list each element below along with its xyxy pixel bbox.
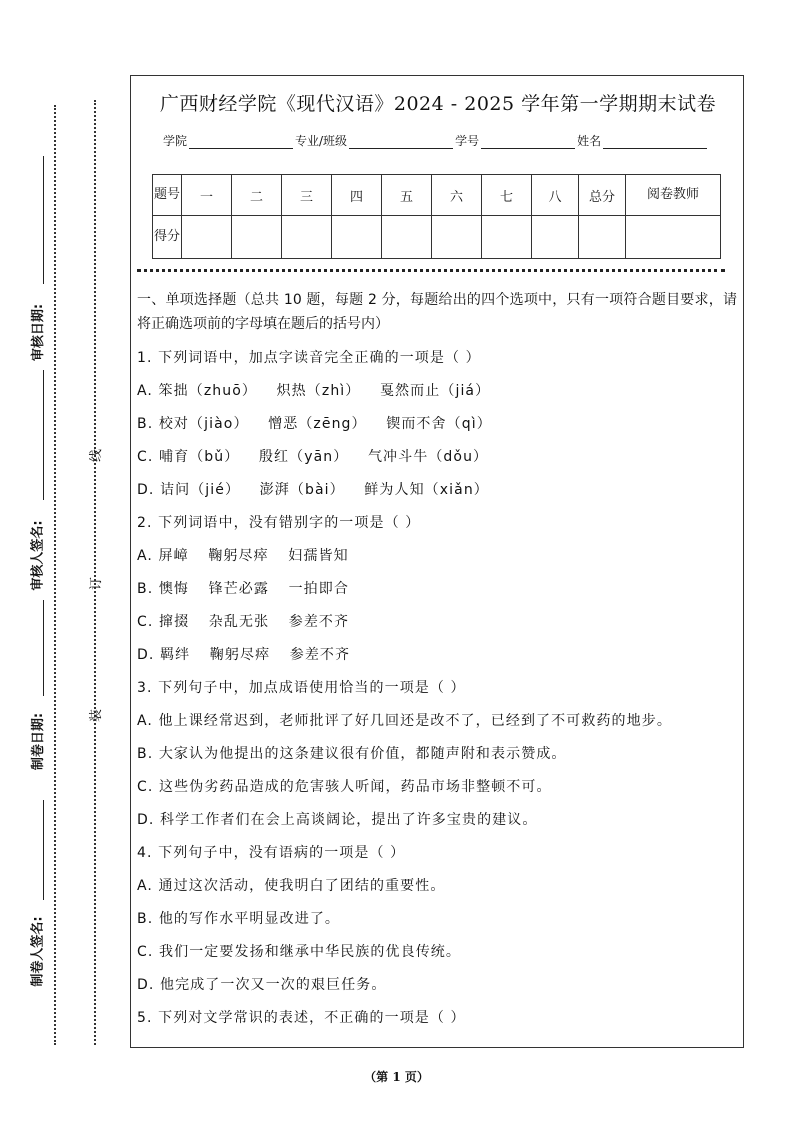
field-id-label: 学号 [455, 134, 480, 148]
section-heading: 一、单项选择题（总共 10 题，每题 2 分，每题给出的四个选项中，只有一项符合题目要求，请将正确选项前的字母填在题后的括号内） [137, 292, 737, 332]
option-label: D. [137, 647, 155, 663]
option-label: A. [137, 878, 153, 894]
col-header: 八 [532, 175, 579, 216]
score-cell[interactable] [626, 216, 721, 259]
option-label: C. [137, 944, 154, 960]
score-table-score-row [153, 216, 721, 259]
question-stem: 1. 下列词语中，加点字读音完全正确的一项是（ ） [137, 350, 481, 366]
field-college-blank[interactable] [189, 136, 293, 149]
field-major-blank[interactable] [349, 136, 453, 149]
row-label-defen: 得分 [153, 216, 182, 259]
option-item: 锋芒必露 [208, 581, 269, 597]
option-item: 他的写作水平明显改进了。 [158, 911, 341, 927]
option-item: 戛然而止（jiá） [379, 383, 491, 399]
option-label: B. [137, 911, 154, 927]
score-cell[interactable] [332, 216, 382, 259]
option-item: 妇孺皆知 [288, 548, 349, 564]
option-item: 参差不齐 [288, 614, 350, 630]
option-label: C. [137, 449, 154, 465]
field-id-blank[interactable] [481, 136, 575, 149]
option-label: B. [137, 416, 154, 432]
option-item: 鞠躬尽瘁 [208, 548, 269, 564]
option-item: 诘问（jié） [160, 482, 241, 498]
student-info-row [163, 132, 709, 149]
score-cell[interactable] [532, 216, 579, 259]
option-item: 鲜为人知（xiǎn） [364, 482, 489, 498]
option-item: 一拍即合 [288, 581, 349, 597]
option-item: 校对（jiào） [158, 416, 249, 432]
question-content [137, 288, 737, 1035]
page-number: （第 1 页） [364, 1070, 429, 1084]
option-item: 这些伪劣药品造成的危害骇人听闻，药品市场非整顿不可。 [159, 779, 552, 795]
option-item: 气冲斗牛（dǒu） [367, 449, 489, 465]
col-header-total: 总分 [579, 175, 626, 216]
option-item: 羁绊 [160, 647, 191, 663]
option-item: 懊悔 [158, 581, 190, 597]
question-stem: 4. 下列句子中，没有语病的一项是（ ） [137, 845, 406, 861]
gutter-dotted-line [94, 100, 96, 1045]
option-line [137, 375, 737, 408]
option-line [137, 903, 737, 936]
option-label: B. [137, 581, 154, 597]
option-label: C. [137, 779, 154, 795]
question-stem: 2. 下列词语中，没有错别字的一项是（ ） [137, 515, 421, 531]
col-header: 七 [482, 175, 532, 216]
score-cell[interactable] [232, 216, 282, 259]
col-header: 六 [432, 175, 482, 216]
option-label: C. [137, 614, 154, 630]
option-line [137, 936, 737, 969]
field-name-blank[interactable] [603, 136, 707, 149]
score-table [152, 174, 721, 259]
score-cell[interactable] [182, 216, 232, 259]
option-line [137, 573, 737, 606]
reviewer-sign-line [43, 370, 44, 500]
exam-frame [130, 75, 744, 1048]
score-cell[interactable] [382, 216, 432, 259]
option-item: 屏嶂 [158, 548, 189, 564]
maker-sign-label: 制卷人签名: [30, 916, 46, 987]
col-header: 三 [282, 175, 332, 216]
dotted-separator [137, 269, 725, 272]
exam-title: 广西财经学院《现代汉语》2024 - 2025 学年第一学期期末试卷 [159, 93, 717, 115]
reviewer-sign-label: 审核人签名: [30, 520, 46, 591]
option-line [137, 639, 737, 672]
maker-date-label: 制卷日期: [31, 712, 47, 771]
option-item: 他上课经常迟到，老师批评了好几回还是改不了，已经到了不可救药的地步。 [158, 713, 672, 729]
option-line [137, 870, 737, 903]
option-label: D. [137, 482, 155, 498]
option-label: B. [137, 746, 154, 762]
maker-date-line [43, 600, 44, 696]
field-college-label: 学院 [163, 134, 188, 148]
score-cell[interactable] [579, 216, 626, 259]
option-line [137, 441, 737, 474]
question-stem: 5. 下列对文学常识的表述，不正确的一项是（ ） [137, 1010, 466, 1026]
col-header-grader: 阅卷教师 [626, 175, 721, 216]
reviewer-date-label: 审核日期: [31, 303, 47, 362]
gutter-char-ding: 订 [89, 576, 105, 591]
col-header: 五 [382, 175, 432, 216]
col-header: 四 [332, 175, 382, 216]
gutter-char-xian: 线 [89, 448, 105, 463]
option-label: A. [137, 548, 153, 564]
option-line [137, 969, 737, 1002]
option-item: 他完成了一次又一次的艰巨任务。 [160, 977, 387, 993]
col-header: 一 [182, 175, 232, 216]
option-item: 澎湃（bài） [259, 482, 345, 498]
option-item: 大家认为他提出的这条建议很有价值，都随声附和表示赞成。 [158, 746, 567, 762]
option-item: 杂乱无张 [208, 614, 270, 630]
option-item: 我们一定要发扬和继承中华民族的优良传统。 [159, 944, 461, 960]
field-name-label: 姓名 [577, 134, 602, 148]
col-header: 二 [232, 175, 282, 216]
option-line [137, 540, 737, 573]
option-item: 通过这次活动，使我明白了团结的重要性。 [158, 878, 446, 894]
option-line [137, 738, 737, 771]
option-line [137, 705, 737, 738]
score-table-header-row [153, 175, 721, 216]
option-item: 锲而不舍（qì） [386, 416, 492, 432]
reviewer-date-line [43, 156, 44, 284]
option-item: 笨拙（zhuō） [158, 383, 258, 399]
option-line [137, 474, 737, 507]
score-cell[interactable] [282, 216, 332, 259]
option-line [137, 606, 737, 639]
option-item: 参差不齐 [289, 647, 351, 663]
option-label: D. [137, 977, 155, 993]
field-major-label: 专业/班级 [295, 134, 348, 148]
option-line [137, 408, 737, 441]
option-item: 憎恶（zēng） [268, 416, 367, 432]
row-label-tihao: 题号 [153, 175, 182, 216]
option-label: A. [137, 713, 153, 729]
option-item: 炽热（zhì） [276, 383, 361, 399]
gutter-char-zhuang: 装 [89, 708, 105, 723]
option-item: 哺育（bǔ） [159, 449, 240, 465]
option-line [137, 804, 737, 837]
option-item: 鞠躬尽瘁 [209, 647, 271, 663]
score-cell[interactable] [432, 216, 482, 259]
score-cell[interactable] [482, 216, 532, 259]
option-item: 撺掇 [159, 614, 190, 630]
option-label: A. [137, 383, 153, 399]
maker-sign-line [43, 800, 44, 900]
option-item: 科学工作者们在会上高谈阔论，提出了许多宝贵的建议。 [160, 812, 538, 828]
question-stem: 3. 下列句子中，加点成语使用恰当的一项是（ ） [137, 680, 466, 696]
option-line [137, 771, 737, 804]
option-item: 殷红（yān） [258, 449, 349, 465]
left-dotted-line [54, 105, 56, 1045]
option-label: D. [137, 812, 155, 828]
